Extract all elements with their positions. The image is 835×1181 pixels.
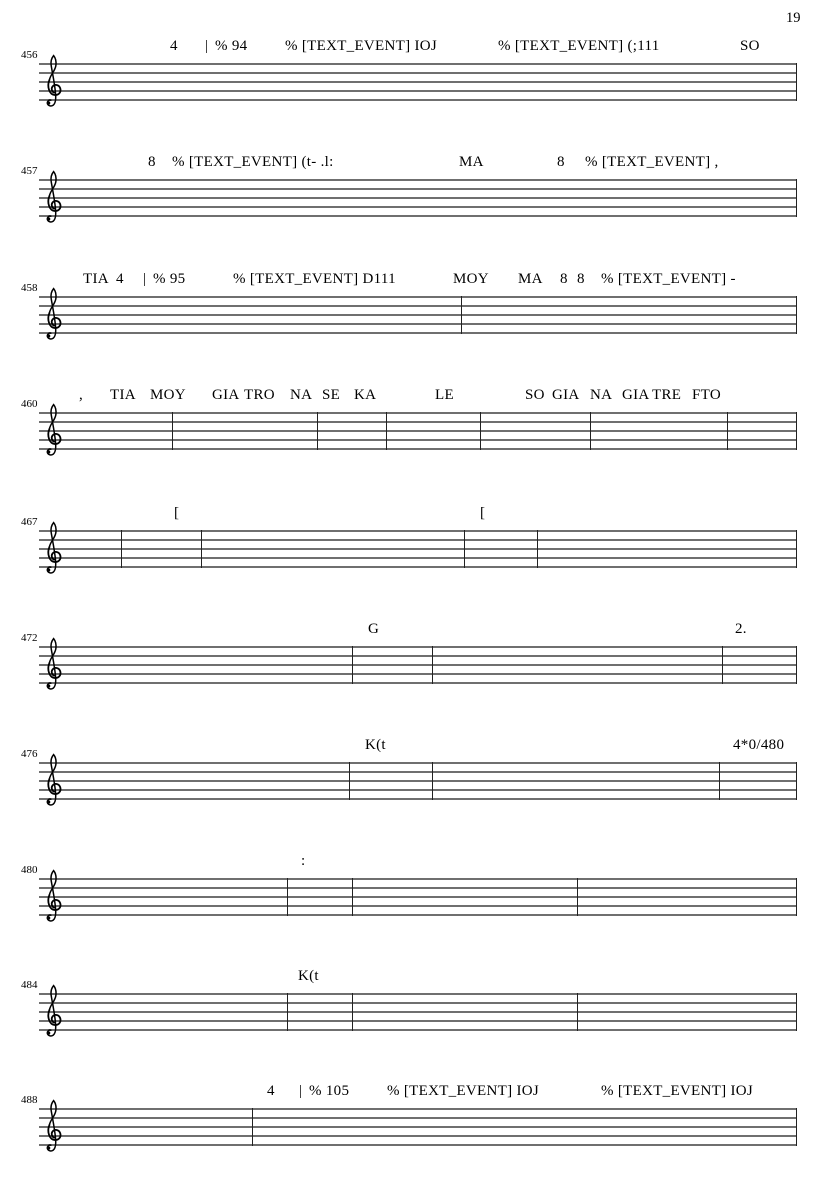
- staff-lines: [39, 878, 797, 916]
- barline: [727, 412, 728, 450]
- measure-number: 460: [21, 398, 38, 410]
- staff-line: [39, 412, 797, 414]
- staff-line: [39, 557, 797, 559]
- staff-lines: [39, 1108, 797, 1146]
- staff-lines: [39, 993, 797, 1031]
- barline: [121, 530, 122, 568]
- staff-line: [39, 664, 797, 666]
- staff-line: [39, 1020, 797, 1022]
- measure-number: 458: [21, 282, 38, 294]
- annotation-text: SO: [525, 387, 545, 403]
- barline: [432, 646, 433, 684]
- staff-lines: [39, 530, 797, 568]
- annotation-text: G: [368, 621, 380, 637]
- treble-clef-icon: [42, 401, 64, 461]
- staff-line: [39, 646, 797, 648]
- staff-line: [39, 771, 797, 773]
- staff-line: [39, 81, 797, 83]
- annotation-text: 8: [560, 271, 568, 287]
- barline: [352, 993, 353, 1031]
- barline: [461, 296, 462, 334]
- treble-clef-icon: [42, 1097, 64, 1157]
- staff-line: [39, 682, 797, 684]
- annotation-text: % [TEXT_EVENT] IOJ: [387, 1083, 540, 1099]
- annotation-text: 8: [148, 154, 156, 170]
- staff-line: [39, 99, 797, 101]
- annotation-text: KA: [354, 387, 377, 403]
- barline-final: [796, 993, 797, 1031]
- barline: [287, 878, 288, 916]
- measure-number: 484: [21, 979, 38, 991]
- staff-line: [39, 332, 797, 334]
- staff-line: [39, 63, 797, 65]
- annotation-text: [: [480, 505, 486, 521]
- barline-final: [796, 179, 797, 217]
- annotation-text: K(t: [298, 968, 319, 984]
- staff-line: [39, 762, 797, 764]
- barline: [480, 412, 481, 450]
- annotation-text: :: [301, 853, 306, 869]
- measure-number: 467: [21, 516, 38, 528]
- staff-line: [39, 430, 797, 432]
- treble-clef-icon: [42, 52, 64, 112]
- barline: [719, 762, 720, 800]
- staff-line: [39, 530, 797, 532]
- staff-line: [39, 878, 797, 880]
- barline-final: [796, 296, 797, 334]
- staff-lines: [39, 412, 797, 450]
- barline: [577, 878, 578, 916]
- staff-lines: [39, 646, 797, 684]
- staff-line: [39, 314, 797, 316]
- barline: [352, 878, 353, 916]
- staff-line: [39, 206, 797, 208]
- annotation-text: NA: [590, 387, 613, 403]
- staff-lines: [39, 762, 797, 800]
- annotation-text: % [TEXT_EVENT] -: [601, 271, 736, 287]
- barline-final: [796, 530, 797, 568]
- annotation-text: |: [143, 271, 147, 287]
- annotation-text: % [TEXT_EVENT] D111: [233, 271, 396, 287]
- annotation-text: GIA: [552, 387, 580, 403]
- staff-line: [39, 1011, 797, 1013]
- staff-line: [39, 421, 797, 423]
- barline-final: [796, 878, 797, 916]
- staff-line: [39, 655, 797, 657]
- annotation-text: % [TEXT_EVENT] IOJ: [285, 38, 438, 54]
- annotation-text: MOY: [453, 271, 489, 287]
- annotation-text: % [TEXT_EVENT] ,: [585, 154, 719, 170]
- staff-line: [39, 548, 797, 550]
- staff-line: [39, 1135, 797, 1137]
- page-number: 19: [786, 10, 801, 26]
- treble-clef-icon: [42, 285, 64, 345]
- annotation-text: K(t: [365, 737, 386, 753]
- annotation-text: [: [174, 505, 180, 521]
- annotation-text: TIA: [110, 387, 136, 403]
- staff-line: [39, 1126, 797, 1128]
- treble-clef-icon: [42, 519, 64, 579]
- staff-line: [39, 72, 797, 74]
- staff-line: [39, 1144, 797, 1146]
- annotation-text: % [TEXT_EVENT] IOJ: [601, 1083, 754, 1099]
- barline: [464, 530, 465, 568]
- measure-number: 472: [21, 632, 38, 644]
- annotation-text: % 94: [215, 38, 248, 54]
- treble-clef-icon: [42, 635, 64, 695]
- barline: [201, 530, 202, 568]
- staff-line: [39, 215, 797, 217]
- annotation-text: ,: [79, 387, 84, 403]
- staff-line: [39, 1117, 797, 1119]
- staff-line: [39, 296, 797, 298]
- barline-final: [796, 762, 797, 800]
- staff-line: [39, 993, 797, 995]
- staff-line: [39, 1108, 797, 1110]
- annotation-text: % [TEXT_EVENT] (;111: [498, 38, 660, 54]
- annotation-text: GIA: [622, 387, 650, 403]
- staff-line: [39, 323, 797, 325]
- annotation-text: SO: [740, 38, 760, 54]
- annotation-text: % 95: [153, 271, 186, 287]
- treble-clef-icon: [42, 751, 64, 811]
- staff-line: [39, 780, 797, 782]
- annotation-text: 2.: [735, 621, 747, 637]
- annotation-text: MA: [459, 154, 484, 170]
- barline: [317, 412, 318, 450]
- barline: [722, 646, 723, 684]
- barline-final: [796, 1108, 797, 1146]
- annotation-text: % [TEXT_EVENT] (t- .l:: [172, 154, 334, 170]
- barline: [352, 646, 353, 684]
- annotation-text: MA: [518, 271, 543, 287]
- barline-final: [796, 412, 797, 450]
- annotation-text: 4: [267, 1083, 275, 1099]
- annotation-text: FTO: [692, 387, 721, 403]
- annotation-text: MOY: [150, 387, 186, 403]
- barline: [287, 993, 288, 1031]
- treble-clef-icon: [42, 982, 64, 1042]
- barline: [252, 1108, 253, 1146]
- staff-line: [39, 90, 797, 92]
- staff-line: [39, 1002, 797, 1004]
- measure-number: 476: [21, 748, 38, 760]
- annotation-text: 4: [170, 38, 178, 54]
- barline: [577, 993, 578, 1031]
- staff-line: [39, 905, 797, 907]
- annotation-text: LE: [435, 387, 454, 403]
- barline: [172, 412, 173, 450]
- staff-line: [39, 539, 797, 541]
- annotation-text: 4: [116, 271, 124, 287]
- annotation-text: SE: [322, 387, 341, 403]
- annotation-text: 4*0/480: [733, 737, 785, 753]
- barline-final: [796, 63, 797, 101]
- staff-line: [39, 798, 797, 800]
- barline: [349, 762, 350, 800]
- staff-line: [39, 1029, 797, 1031]
- measure-number: 456: [21, 49, 38, 61]
- measure-number: 480: [21, 864, 38, 876]
- annotation-text: NA: [290, 387, 313, 403]
- annotation-text: |: [205, 38, 209, 54]
- measure-number: 488: [21, 1094, 38, 1106]
- staff-line: [39, 566, 797, 568]
- annotation-text: TRO: [244, 387, 275, 403]
- staff-line: [39, 914, 797, 916]
- barline: [432, 762, 433, 800]
- staff-lines: [39, 179, 797, 217]
- treble-clef-icon: [42, 867, 64, 927]
- annotation-text: % 105: [309, 1083, 350, 1099]
- barline-final: [796, 646, 797, 684]
- staff-line: [39, 887, 797, 889]
- staff-line: [39, 305, 797, 307]
- staff-line: [39, 896, 797, 898]
- staff-line: [39, 448, 797, 450]
- annotation-text: GIA: [212, 387, 240, 403]
- measure-number: 457: [21, 165, 38, 177]
- staff-line: [39, 439, 797, 441]
- barline: [537, 530, 538, 568]
- staff-line: [39, 197, 797, 199]
- staff-line: [39, 673, 797, 675]
- annotation-text: |: [299, 1083, 303, 1099]
- barline: [590, 412, 591, 450]
- annotation-text: TIA: [83, 271, 109, 287]
- annotation-text: TRE: [652, 387, 682, 403]
- barline: [386, 412, 387, 450]
- staff-line: [39, 789, 797, 791]
- annotation-text: 8: [557, 154, 565, 170]
- staff-lines: [39, 296, 797, 334]
- staff-lines: [39, 63, 797, 101]
- staff-line: [39, 179, 797, 181]
- annotation-text: 8: [577, 271, 585, 287]
- staff-line: [39, 188, 797, 190]
- treble-clef-icon: [42, 168, 64, 228]
